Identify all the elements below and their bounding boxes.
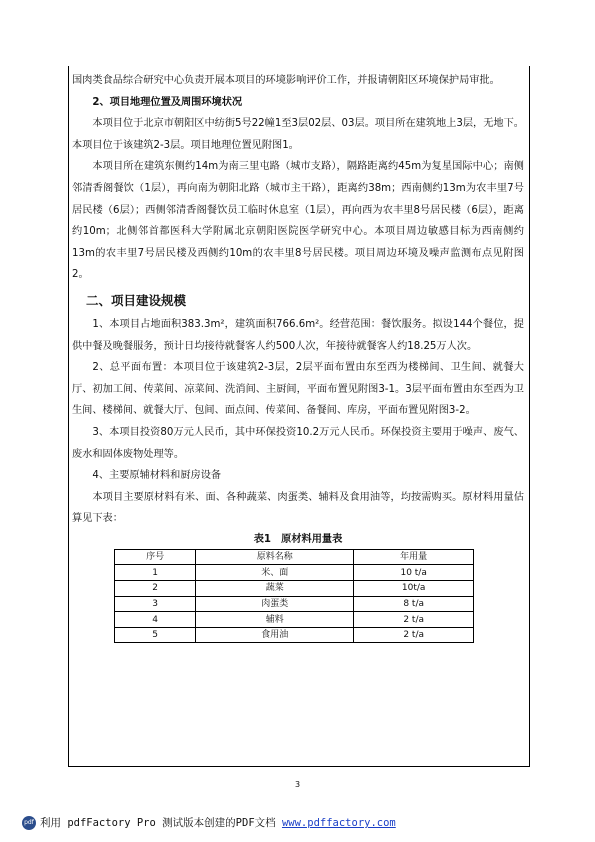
materials-table (114, 549, 474, 644)
cell-usage: 8 t/a (354, 596, 474, 612)
paragraph-materials: 本项目主要原材料有米、面、各种蔬菜、肉蛋类、辅料及食用油等，均按需购买。原材料用量估算见下表： (72, 491, 524, 525)
document-body (72, 70, 524, 643)
pdffactory-logo-icon: pdf (22, 816, 36, 830)
cell-index: 4 (115, 612, 196, 628)
footer-middle: 测试版本创建的PDF文档 (162, 817, 276, 829)
footer-prefix: 利用 (40, 817, 61, 829)
section-heading-materials: 4、主要原辅材料和厨房设备 (92, 470, 222, 482)
page-number: 3 (294, 780, 301, 789)
table-row (115, 565, 474, 581)
footer-link[interactable]: www.pdffactory.com (281, 817, 396, 829)
cell-index: 1 (115, 565, 196, 581)
header-cell-usage: 年用量 (354, 549, 474, 565)
cell-usage: 10t/a (354, 581, 474, 597)
paragraph-scale-2: 2、总平面布置：本项目位于该建筑2-3层，2层平面布置由东至西为楼梯间、卫生间、就餐大厅、初加工间、传菜间、凉菜间、洗消间、主厨间，平面布置见附图3-1。3层平面布置由东至西为卫生间、楼梯间、就餐大厅、包间、面点间、传菜间、备餐间、库房，平面布置见附图3-2。 (72, 362, 524, 417)
cell-material: 肉蛋类 (196, 596, 354, 612)
footer-product: pdfFactory Pro (67, 817, 156, 829)
header-cell-index: 序号 (115, 549, 196, 565)
paragraph-location-1: 本项目位于北京市朝阳区中纺街5号22幢1至3层02层、03层。项目所在建筑地上3层，无地下。本项目位于该建筑2-3层。项目地理位置见附图1。 (72, 118, 524, 151)
cell-usage: 2 t/a (354, 627, 474, 643)
cell-material: 米、面 (196, 565, 354, 581)
table-header-row (115, 549, 474, 565)
table-row (115, 581, 474, 597)
paragraph-location-2: 本项目所在建筑东侧约14m为南三里屯路（城市支路），隔路距离约45m为复星国际中心；南侧邻清香阁餐饮（1层），再向南为朝阳北路（城市主干路），距离约38m；西南侧约13m为农丰里7号居民楼（6层）；西侧邻清香阁餐饮员工临时休息室（1层），再向西为农丰里8号居民楼（6层），距离约10m；北侧邻首都医科大学附属北京朝阳医院医学研究中心。本项目周边敏感目标为西南侧约13m的农丰里7号居民楼及西侧约10m的农丰里8号居民楼。项目周边环境及噪声监测布点见附图2。 (72, 161, 524, 281)
cell-usage: 2 t/a (354, 612, 474, 628)
cell-index: 2 (115, 581, 196, 597)
table-caption: 表1 原材料用量表 (253, 533, 343, 545)
paragraph-scale-1: 1、本项目占地面积383.3m²，建筑面积766.6m²。经营范围：餐饮服务。拟设144个餐位，提供中餐及晚餐服务，预计日均接待就餐客人约500人次，年接待就餐客人约18.25万人次。 (72, 318, 524, 352)
pdf-footer (22, 815, 396, 830)
table-row (115, 627, 474, 643)
header-cell-material: 原料名称 (196, 549, 354, 565)
section-heading-location: 2、项目地理位置及周围环境状况 (92, 96, 243, 108)
cell-material: 辅料 (196, 612, 354, 628)
cell-material: 食用油 (196, 627, 354, 643)
chapter-heading-scale: 二、项目建设规模 (86, 292, 187, 308)
cell-material: 蔬菜 (196, 581, 354, 597)
paragraph-scale-3: 3、本项目投资80万元人民币，其中环保投资10.2万元人民币。环保投资主要用于噪声、废气、废水和固体废物处理等。 (72, 426, 524, 460)
paragraph-intro-continued: 国肉类食品综合研究中心负责开展本项目的环境影响评价工作，并报请朝阳区环境保护局审批。 (72, 75, 500, 86)
cell-index: 5 (115, 627, 196, 643)
cell-index: 3 (115, 596, 196, 612)
table-row (115, 612, 474, 628)
cell-usage: 10 t/a (354, 565, 474, 581)
table-row (115, 596, 474, 612)
